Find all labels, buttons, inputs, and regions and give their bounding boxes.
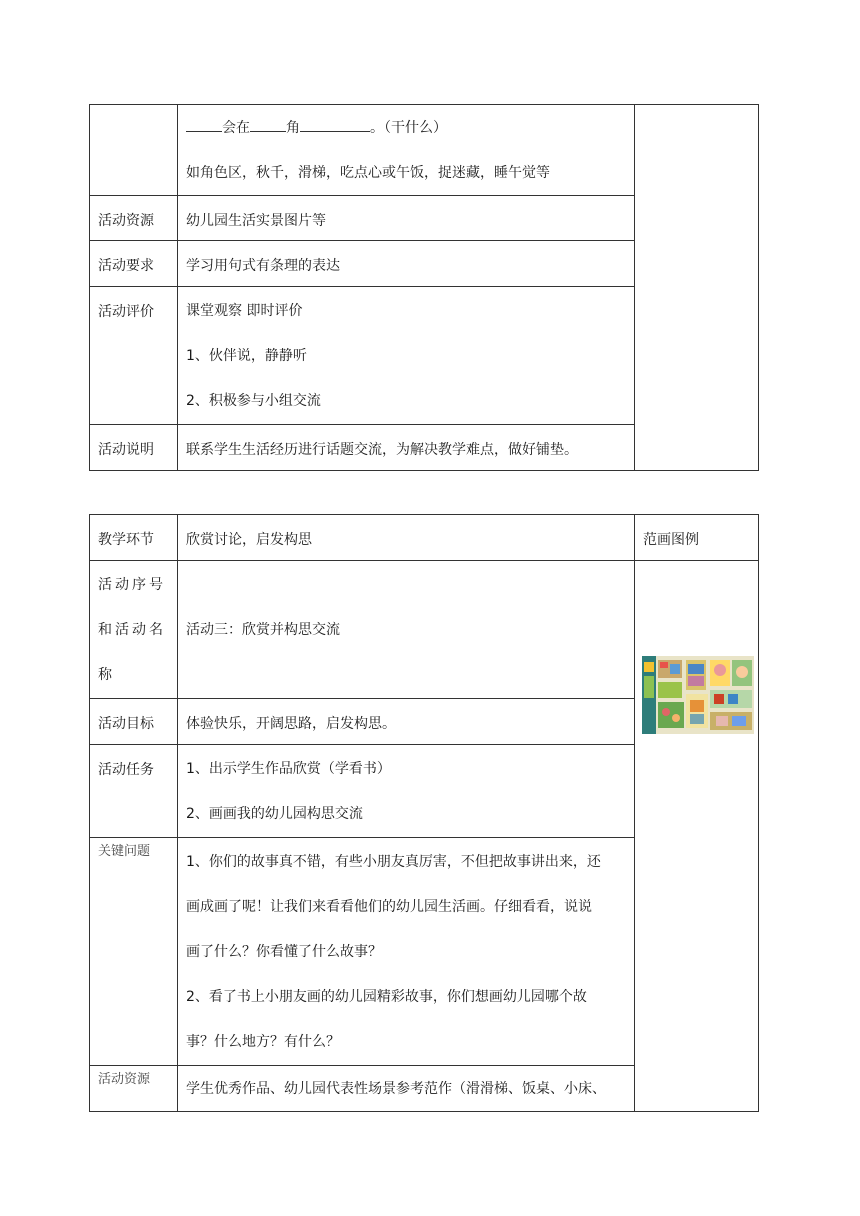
label-resources: 活动资源 xyxy=(90,196,178,241)
label-teaching-stage: 教学环节 xyxy=(90,515,178,561)
lesson-table-2 xyxy=(89,514,759,1112)
question-line: 画了什么？你看懂了什么故事？ xyxy=(186,944,382,960)
example-heading: 范画图例 xyxy=(635,515,759,561)
evaluation-line: 1、伙伴说，静静听 xyxy=(186,348,307,364)
question-line: 事？什么地方？有什么？ xyxy=(186,1034,340,1050)
right-blank-cell xyxy=(635,105,759,471)
example-artwork-image xyxy=(642,656,754,734)
question-line: 1、你们的故事真不错，有些小朋友真厉害，不但把故事讲出来，还 xyxy=(186,854,601,870)
evaluation-line: 课堂观察 即时评价 xyxy=(186,303,303,319)
key-questions-content xyxy=(178,838,635,1066)
tasks-content xyxy=(178,745,635,838)
evaluation-content xyxy=(178,287,635,425)
task-line: 1、出示学生作品欣赏（学看书） xyxy=(186,761,391,777)
task-line: 2、画画我的幼儿园构思交流 xyxy=(186,806,363,822)
question-line: 画成画了呢！让我们来看看他们的幼儿园生活画。仔细看看，说说 xyxy=(186,899,592,915)
teaching-stage-content: 欣赏讨论，启发构思 xyxy=(178,515,635,561)
requirements-content: 学习用句式有条理的表达 xyxy=(178,241,635,287)
label-goal: 活动目标 xyxy=(90,699,178,745)
label-key-questions: 关键问题 xyxy=(90,838,178,1066)
fill-in-sentence: 会在 角 。（干什么） xyxy=(186,117,634,139)
intro-examples: 如角色区，秋千，滑梯，吃点心或午饭，捉迷藏，睡午觉等 xyxy=(186,165,550,181)
label-activity-resources: 活动资源 xyxy=(90,1066,178,1112)
label-requirements: 活动要求 xyxy=(90,241,178,287)
label-sequence: 活动序号 和活动名 称 xyxy=(90,561,178,699)
lesson-table-1 xyxy=(89,104,759,471)
resources-content: 幼儿园生活实景图片等 xyxy=(178,196,635,241)
sequence-content: 活动三：欣赏并构思交流 xyxy=(178,561,635,699)
explanation-content: 联系学生生活经历进行话题交流，为解决教学难点，做好铺垫。 xyxy=(178,425,635,471)
question-line: 2、看了书上小朋友画的幼儿园精彩故事，你们想画幼儿园哪个故 xyxy=(186,989,587,1005)
intro-cell xyxy=(178,105,635,196)
example-image-cell xyxy=(635,561,759,1112)
goal-content: 体验快乐，开阔思路，启发构思。 xyxy=(178,699,635,745)
label-tasks: 活动任务 xyxy=(90,745,178,838)
empty-label-cell xyxy=(90,105,178,196)
label-explanation: 活动说明 xyxy=(90,425,178,471)
activity-resources-content: 学生优秀作品、幼儿园代表性场景参考范作（滑滑梯、饭桌、小床、 xyxy=(178,1066,635,1112)
label-evaluation: 活动评价 xyxy=(90,287,178,425)
evaluation-line: 2、积极参与小组交流 xyxy=(186,393,321,409)
